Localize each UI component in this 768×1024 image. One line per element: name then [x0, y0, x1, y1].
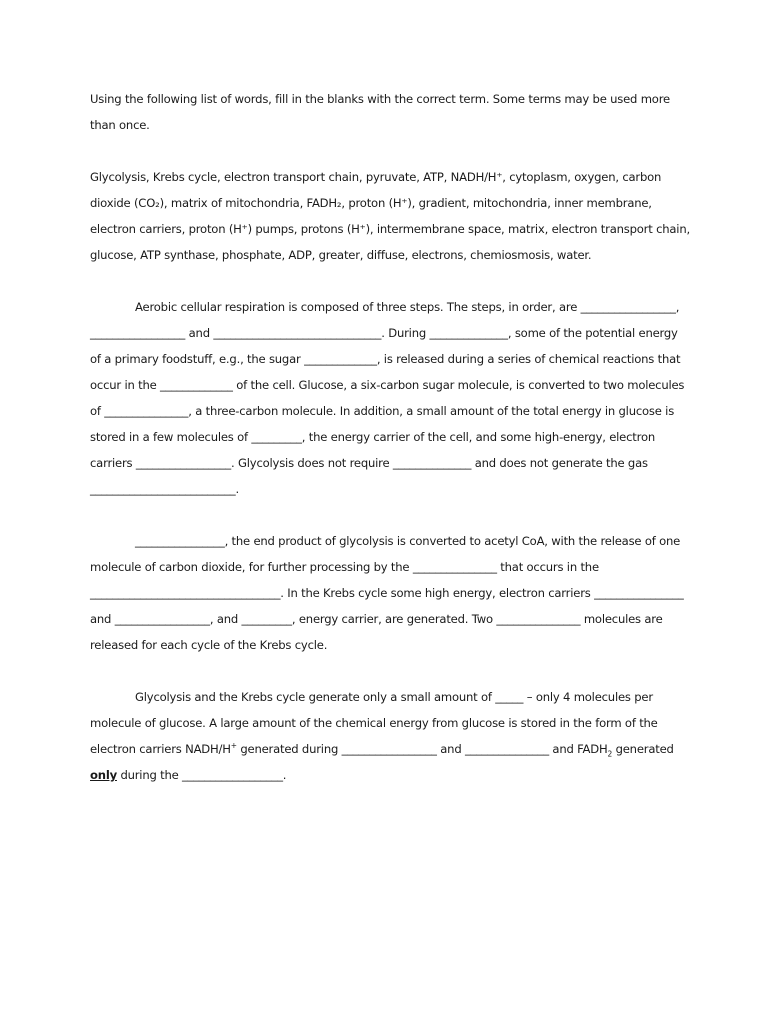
text-segment: generated — [612, 742, 674, 756]
text-segment: . — [282, 768, 287, 782]
text-segment: , the energy carrier of the cell, and some high-energy, electron carriers — [90, 430, 655, 470]
text-segment: . During — [381, 326, 430, 340]
paragraph-krebs — [90, 528, 690, 658]
worksheet-page — [90, 86, 690, 814]
text-segment: and FADH — [548, 742, 608, 756]
paragraph-electron-carriers — [90, 684, 690, 788]
text-segment: , energy carrier, are generated. Two — [291, 612, 497, 626]
text-segment: , some of the potential energy of a primary foodstuff, e.g., the sugar — [90, 326, 678, 366]
fill-blank: _________________ — [135, 456, 232, 470]
fill-blank: _________ — [241, 612, 292, 626]
text-segment: . In the Krebs cycle some high energy, electron carriers — [280, 586, 595, 600]
text-segment: . Glycolysis does not require — [231, 456, 393, 470]
fill-blank: __________________ — [182, 768, 283, 782]
fill-blank: _____________ — [160, 378, 233, 392]
fill-blank: ______________ — [429, 326, 508, 340]
fill-blank: __________________________________ — [90, 586, 281, 600]
text-segment: – only 4 molecules per molecule of glucose. A large amount of the chemical energy from glucose is stored in the form of the electron carriers NADH/H — [90, 690, 658, 756]
fill-blank: _________________ — [114, 612, 210, 626]
subscript-two: 2 — [607, 749, 613, 759]
text-segment: and — [185, 326, 214, 340]
fill-blank: _______________ — [412, 560, 497, 574]
text-segment: , is released during a series of chemical reactions that occur in the — [90, 352, 681, 392]
word-bank: Glycolysis, Krebs cycle, electron transport chain, pyruvate, ATP, NADH/H⁺, cytoplasm, oxygen, carbon dioxide (CO₂), matrix of mitochondria, FADH₂, proton (H⁺), gradient, mitochondria, inner membrane, electron carriers, proton (H⁺) pumps, protons (H⁺), intermembrane space, matrix, electron transport chain, glucose, ATP synthase, phosphate, ADP, greater, diffuse, electrons, chemiosmosis, water. — [90, 170, 690, 262]
text-segment: . — [235, 482, 240, 496]
text-segment: , — [675, 300, 680, 314]
text-segment: , and — [209, 612, 242, 626]
fill-blank: _____________ — [304, 352, 377, 366]
text-segment: that occurs in the — [496, 560, 599, 574]
fill-blank: ________________ — [594, 586, 684, 600]
emphasis-only: only — [90, 768, 117, 782]
text-segment: of the cell. Glucose, a six-carbon sugar molecule, is converted to two molecules of — [90, 378, 685, 418]
text-segment: during the — [116, 768, 183, 782]
fill-blank: _________________ — [90, 326, 186, 340]
text-segment: Glycolysis and the Krebs cycle generate only a small amount of — [135, 690, 496, 704]
fill-blank: _______________ — [104, 404, 189, 418]
text-segment: and does not generate the gas — [471, 456, 648, 470]
instructions: Using the following list of words, fill in the blanks with the correct term. Some terms may be used more than once. — [90, 92, 670, 132]
text-segment: and — [90, 612, 115, 626]
text-segment: generated during — [236, 742, 342, 756]
fill-blank: _________________ — [580, 300, 676, 314]
fill-blank: _________________ — [341, 742, 437, 756]
fill-blank: __________________________ — [90, 482, 236, 496]
fill-blank: _______________ — [464, 742, 549, 756]
text-segment: molecules are released for each cycle of the Krebs cycle. — [90, 612, 663, 652]
fill-blank: ______________ — [392, 456, 472, 470]
text-segment: Aerobic cellular respiration is composed of three steps. The steps, in order, are — [135, 300, 581, 314]
text-segment: and — [436, 742, 465, 756]
fill-blank: _________ — [251, 430, 302, 444]
superscript-plus: + — [230, 741, 237, 751]
fill-blank: ________________ — [135, 534, 225, 548]
fill-blank: _______________ — [496, 612, 581, 626]
fill-blank: _____ — [495, 690, 524, 704]
paragraph-glycolysis — [90, 294, 690, 502]
fill-blank: ______________________________ — [213, 326, 382, 340]
text-segment: , the end product of glycolysis is converted to acetyl CoA, with the release of one molecule of carbon dioxide, for further processing by the — [90, 534, 681, 574]
text-segment: , a three-carbon molecule. In addition, a small amount of the total energy in glucose is stored in a few molecules of — [90, 404, 675, 444]
